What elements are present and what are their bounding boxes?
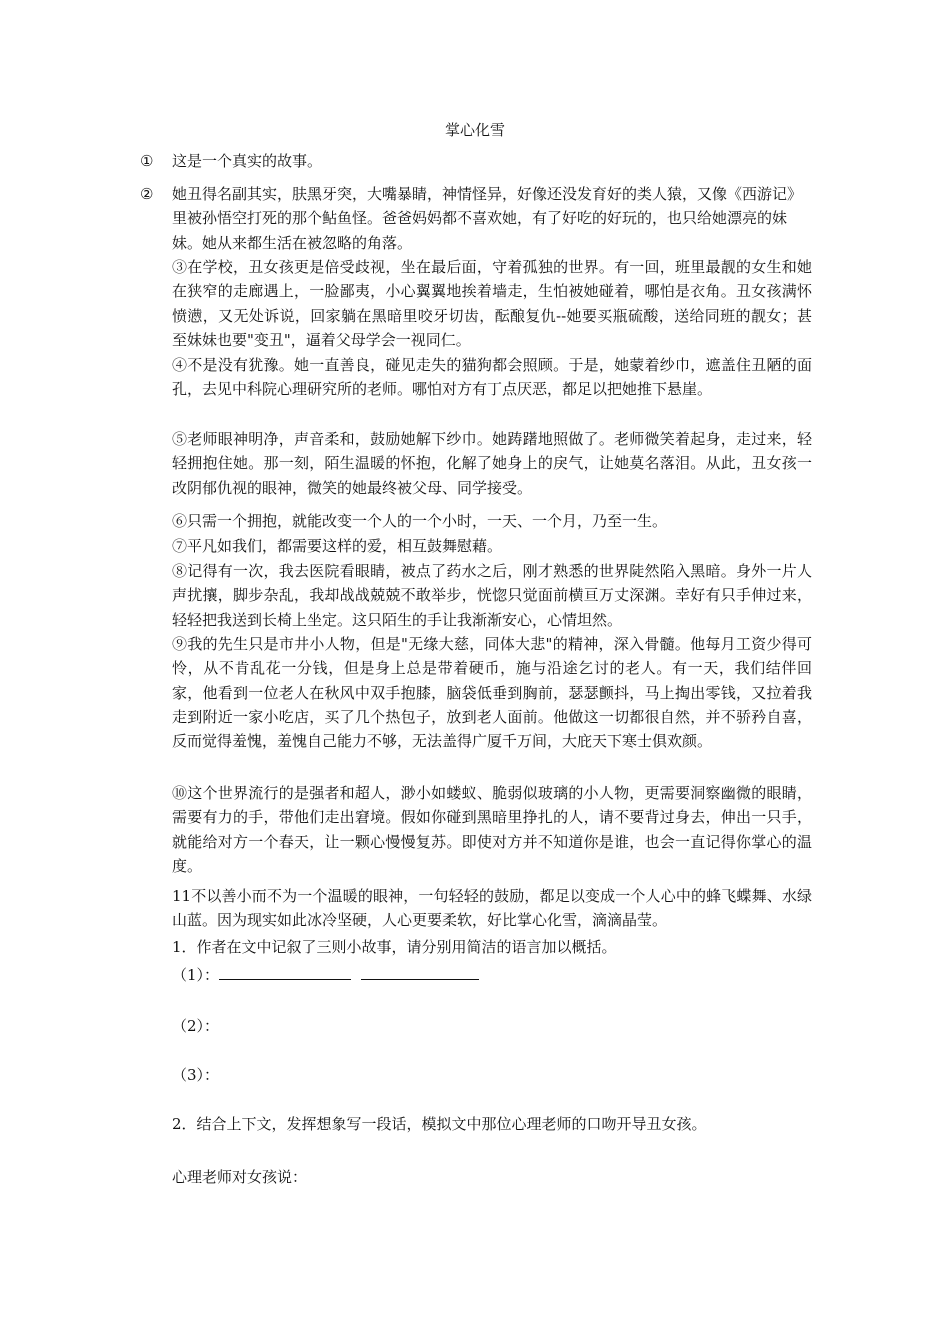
answer-line-2: （2）： [172,1017,220,1035]
paragraph-text: 这是一个真实的故事。 [172,152,323,170]
question-2: 2．结合上下文，发挥想象写一段话，模拟文中那位心理老师的口吻开导丑女孩。 [172,1115,707,1133]
paragraph-7: ⑦平凡如我们，都需要这样的爱，相互鼓舞慰藉。 [172,537,503,555]
paragraph-9: ⑨我的先生只是市井小人物，但是"无缘大慈，同体大悲"的精神，深入骨髓。他每月工资少得可怜，从不肯乱花一分钱，但是身上总是带着硬币，施与沿途乞讨的老人。有一天，我们结伴回家，他看到一位老人在秋风中双手抱膝，脑袋低垂到胸前，瑟瑟颤抖，马上掏出零钱，又拉着我走到附近一家小吃店，买了几个热包子，放到老人面前。他做这一切都很自然，并不骄矜自喜，反而觉得羞愧，羞愧自己能力不够，无法盖得广厦千万间，大庇天下寒士俱欢颜。 [172,635,812,751]
paragraph-10: ⑩这个世界流行的是强者和超人，渺小如蝼蚁、脆弱似玻璃的小人物，更需要洞察幽微的眼睛，需要有力的手，带他们走出窘境。假如你碰到黑暗里挣扎的人，请不要背过身去，伸出一只手，就能给对方一个春天，让一颗心慢慢复苏。即使对方并不知道你是谁，也会一直记得你掌心的温度。 [172,784,812,875]
answer-blank[interactable] [361,963,479,980]
answer-line-3: （3）： [172,1066,220,1084]
paragraph-2 [140,182,810,255]
paragraph-number: ② [140,185,154,203]
answer-blank[interactable] [219,963,351,980]
question-1: 1．作者在文中记叙了三则小故事，请分别用简洁的语言加以概括。 [172,938,617,956]
paragraph-text: 她丑得名副其实，肤黑牙突，大嘴暴睛，神情怪异，好像还没发育好的类人猿，又像《西游记》里被孙悟空打死的那个鲇鱼怪。爸爸妈妈都不喜欢她，有了好吃的好玩的，也只给她漂亮的妹妹。她从来都生活在被忽略的角落。 [172,185,803,252]
paragraph-3: ③在学校，丑女孩更是倍受歧视，坐在最后面，守着孤独的世界。有一回，班里最靓的女生和她在狭窄的走廊遇上，一脸鄙夷，小心翼翼地挨着墙走，生怕被她碰着，哪怕是衣角。丑女孩满怀愤懑，又无处诉说，回家躺在黑暗里咬牙切齿，酝酿复仇--她要买瓶硫酸，送给同班的靓女；甚至妹妹也要"变丑"，逼着父母学会一视同仁。 [172,258,812,349]
answer-label: （1）： [172,966,220,984]
paragraph-11: 11不以善小而不为一个温暖的眼神，一句轻轻的鼓励，都足以变成一个人心中的蜂飞蝶舞、水绿山蓝。因为现实如此冰冷坚硬，人心更要柔软，好比掌心化雪，滴滴晶莹。 [172,887,812,930]
paragraph-6: ⑥只需一个拥抱，就能改变一个人的一个小时，一天、一个月，乃至一生。 [172,512,668,530]
paragraph-1 [140,149,810,173]
paragraph-4: ④不是没有犹豫。她一直善良，碰见走失的猫狗都会照顾。于是，她蒙着纱巾，遮盖住丑陋的面孔，去见中科院心理研究所的老师。哪怕对方有丁点厌恶，都足以把她推下悬崖。 [172,356,812,399]
paragraph-8: ⑧记得有一次，我去医院看眼睛，被点了药水之后，刚才熟悉的世界陡然陷入黑暗。身外一片人声扰攘，脚步杂乱，我却战战兢兢不敢举步，恍惚只觉面前横亘万丈深渊。幸好有只手伸过来，轻轻把我送到长椅上坐定。这只陌生的手让我渐渐安心，心情坦然。 [172,562,812,629]
paragraph-number: ① [140,152,154,170]
article-title: 掌心化雪 [444,121,505,139]
answer-prompt: 心理老师对女孩说： [172,1168,308,1186]
answer-line-1 [172,963,812,987]
paragraph-5: ⑤老师眼神明净，声音柔和，鼓励她解下纱巾。她踌躇地照做了。老师微笑着起身，走过来，轻轻拥抱住她。那一刻，陌生温暖的怀抱，化解了她身上的戾气，让她莫名落泪。从此，丑女孩一改阴郁仇视的眼神，微笑的她最终被父母、同学接受。 [172,430,812,497]
